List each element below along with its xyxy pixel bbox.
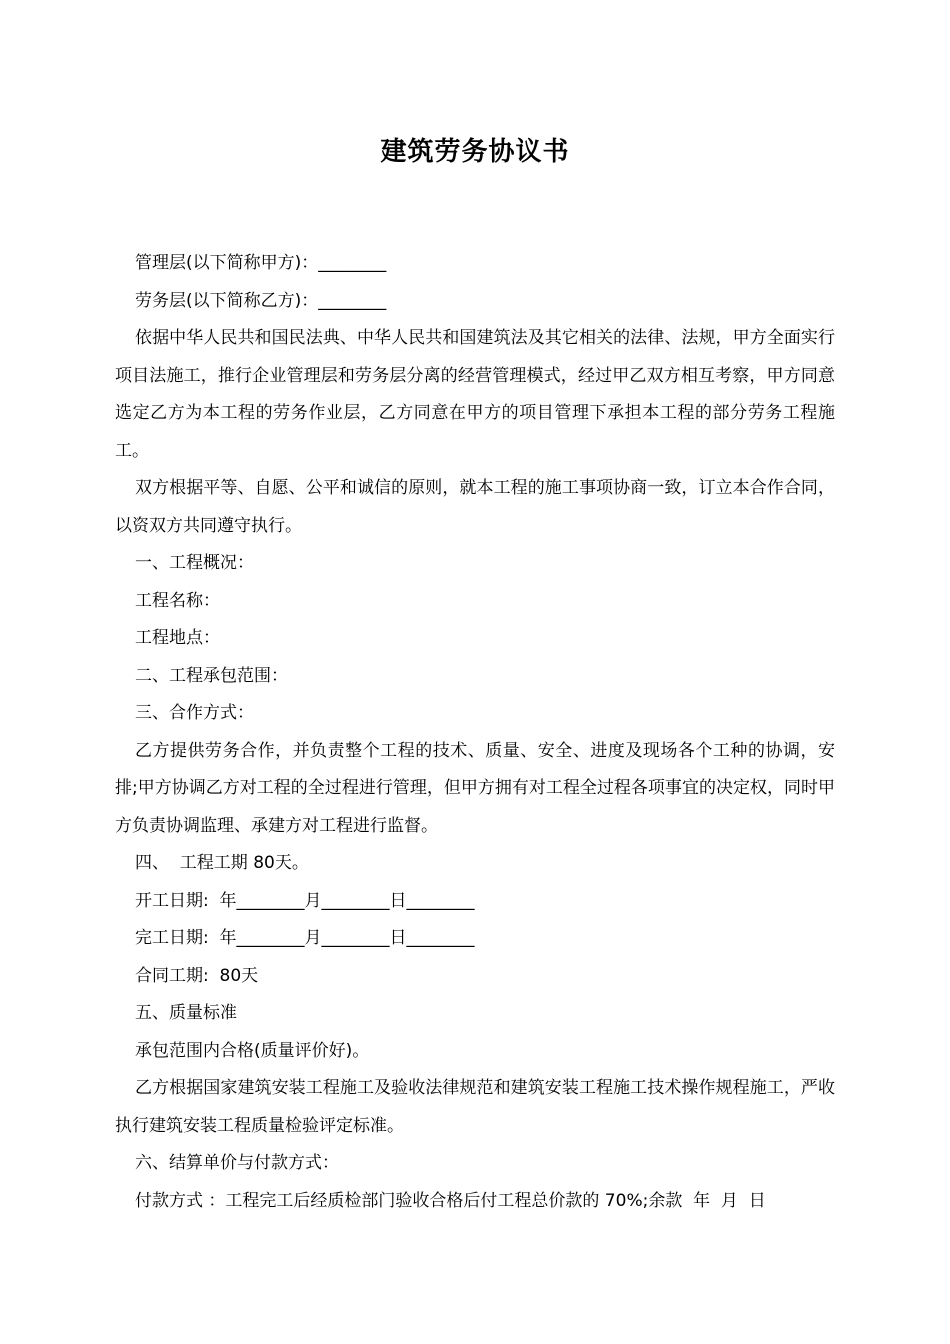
quality-standard-line: 承包范围内合格(质量评价好)。: [135, 1040, 370, 1061]
section-heading-quality: 五、质量标准: [135, 1003, 237, 1023]
document-title: 建筑劳务协议书: [380, 137, 570, 167]
project-name-line: 工程名称：: [135, 590, 220, 611]
cooperation-paragraph: 乙方提供劳务合作，并负责整个工程的技术、质量、安全、进度及现场各个工种的协调，安排;甲方协调乙方对工程的全过程进行管理，但甲方拥有对工程全过程各项事宜的决定权，同时甲方负责协调监理、承建方对工程进行监督。: [115, 740, 835, 836]
preamble-paragraph: 依据中华人民共和国民法典、中华人民共和国建筑法及其它相关的法律、法规，甲方全面实行项目法施工，推行企业管理层和劳务层分离的经营管理模式，经过甲乙双方相互考察，甲方同意选定乙方为本工程的劳务作业层，乙方同意在甲方的项目管理下承担本工程的部分劳务工程施工。: [115, 328, 835, 461]
section-heading-payment: 六、结算单价与付款方式：: [135, 1153, 339, 1173]
section-heading-overview: 一、工程概况：: [135, 553, 254, 573]
end-date-line: 完工日期: 年________月________日________: [135, 928, 475, 948]
document-body: [115, 245, 835, 1220]
section-heading-duration: 四、 工程工期 80天。: [135, 853, 309, 873]
section-heading-scope: 二、工程承包范围：: [135, 665, 288, 686]
contract-duration-line: 合同工期: 80天: [135, 965, 259, 986]
start-date-line: 开工日期: 年________月________日________: [135, 890, 475, 911]
party-b-line: 劳务层(以下简称乙方)：________: [135, 290, 387, 311]
quality-paragraph: 乙方根据国家建筑安装工程施工及验收法律规范和建筑安装工程施工技术操作规程施工，严收执行建筑安装工程质量检验评定标准。: [115, 1078, 835, 1136]
principle-paragraph: 双方根据平等、自愿、公平和诚信的原则，就本工程的施工事项协商一致，订立本合作合同，以资双方共同遵守执行。: [115, 478, 835, 536]
project-location-line: 工程地点：: [135, 628, 220, 648]
party-a-line: 管理层(以下简称甲方)：________: [135, 253, 387, 273]
payment-method-line: 付款方式 ：工程完工后经质检部门验收合格后付工程总价款的 70%;余款 年 月 日: [135, 1190, 766, 1211]
section-heading-cooperation: 三、合作方式：: [135, 703, 254, 723]
